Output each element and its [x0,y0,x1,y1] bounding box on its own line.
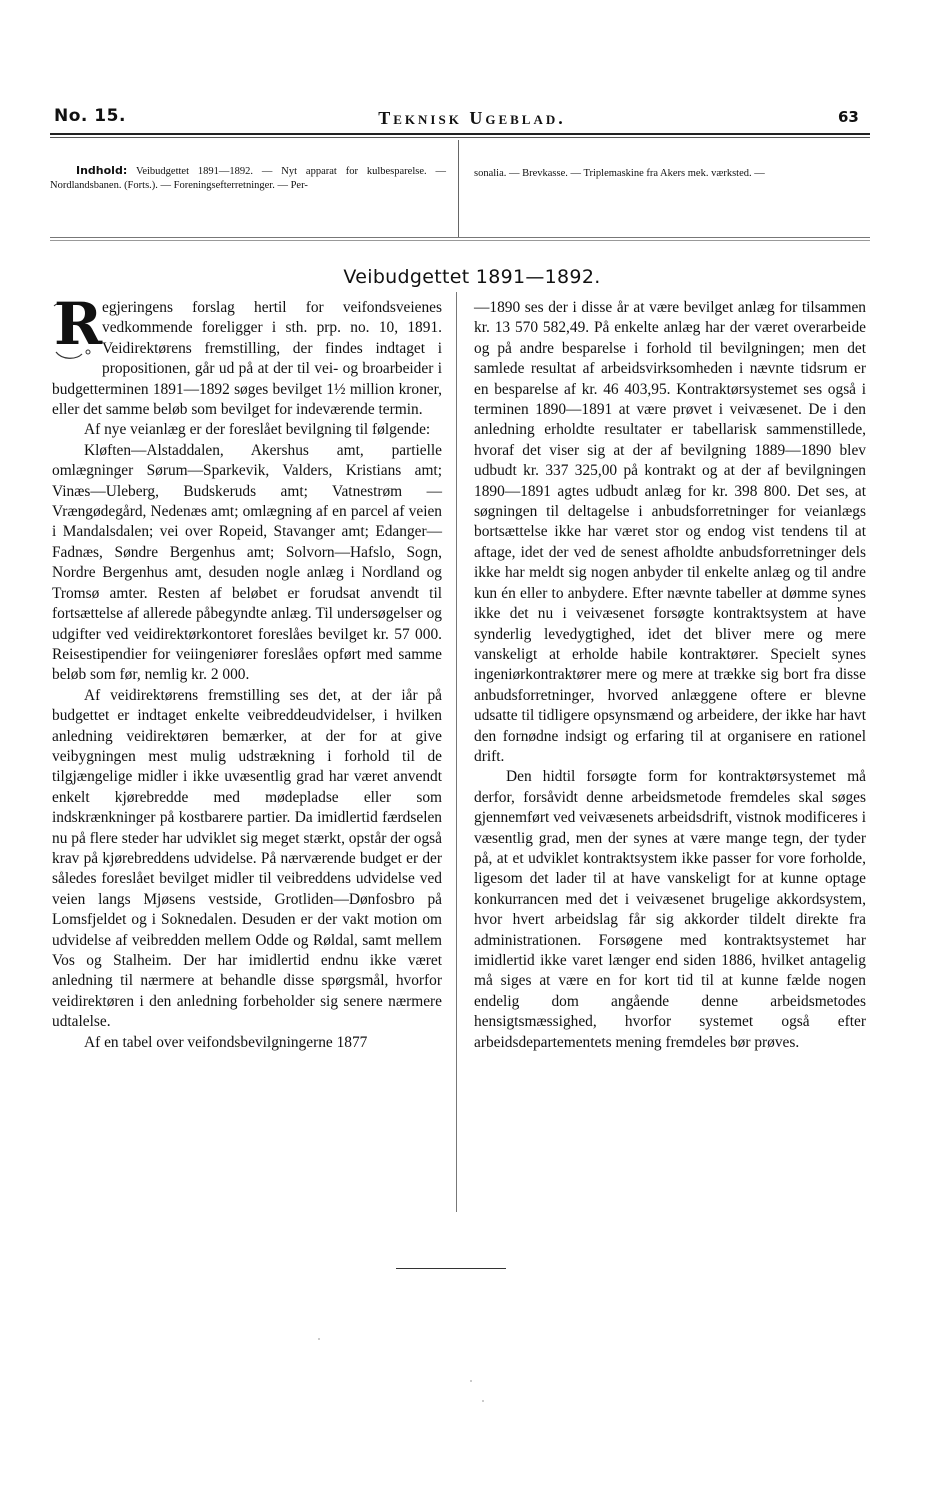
paragraph: —1890 ses der i disse år at være bevilget anlæg for tilsammen kr. 13 570 582,49. På enkelte anlæg har der været overarbeide og på andre besparelse i forhold til bevilgningen; men det samlede resultat af arbeidsvirksomheden i nævnte tidsrum er en besparelse af kr. 46 403,95. Kontraktørsystemet ses også i terminen 1890—1891 at være prøvet i veivæsenet. De i den anledning erholdte resultater er tabellarisk sammenstillede, hvoraf det viser sig at der af bevilgning 1889—1890 blev udbudt kr. 337 325,00 på kontrakt og at der af bevilgningen 1890—1891 agtes udbudt anlæg for kr. 398 800. Det ses, at søgningen til deltagelse i anbudsforretninger for veianlægs bortsættelse ikke har været stor og endog vist tendens til at aftage, idet der ved de senest afholdte anbudsforretninger dels ikke har meldt sig nogen anbyder til enkelte anlæg og til andre kun én eller to anbydere. Efter nævnte tabeller at dømme synes ikke det nu i veivæsenet forsøgte kontraktsystem at have synderlig levedygtighed, idet det bliver mere og mere vanskeligt at erholde habile kontraktører. Specielt synes ingeniørkontraktører mere og mere at trække sig bort fra disse anbudsforretninger, hvorved anlæggene oftere er blevne udsatte til tidligere opsynsmænd og arbeidere, der ikke har havt den fornødne indsigt og erfaring til at organisere en rationel drift. [474,299,866,765]
header-rule-thin [50,137,870,138]
article-end-rule [396,1268,506,1269]
paper-speck [318,1338,320,1340]
journal-title: Teknisk Ugeblad. [378,108,566,128]
paragraph: Af veidirektørens fremstilling ses det, at der iår på budgettet er indtaget enkelte veibreddeudvidelser, i hvilken anledning veidirektøren bemærker, at der for at give veibygningen mest mulig udstrækning i forhold til de tilgjængelige midler i ikke uvæsentlig grad har været anvendt enkelt kjørebredde med mødepladse eller som indskrænkninger på kostbarere partier. Da imidlertid færdselen nu på flere steder har udviklet sig meget stærkt, opstår der også krav på kjørebreddens udvidelse. På nærværende budget er der således foreslået bevilget midler til veibreddens udvidelse ved veien langs Mjøsens vestside, Grotliden—Dønfosbro på Lomsfjeldet og i Soknedalen. Desuden er der vakt motion om udvidelse af veibredden mellem Odde og Røldal, samt mellem Vos og Stalheim. Der har imidlertid endnu ikke været anledning til nærmere at behandle disse spørgsmål, hvorfor veidirektøren i den anledning forbeholder sig senere nærmere udtalelse. [52,686,442,1031]
article-title: Veibudgettet 1891—1892. [343,266,601,288]
paragraph: Af nye veianlæg er der foreslået bevilgning til følgende: [84,421,431,439]
contents-right-text: sonalia. — Brevkasse. — Triplemaskine fra Akers mek. værksted. — [474,168,765,179]
paper-speck [482,1400,484,1402]
dropcap-letter: R [54,290,103,358]
paragraph: Af en tabel over veifondsbevilgningerne 1877 [84,1033,368,1051]
article-left-column [52,290,442,1053]
paragraph: egjeringens forslag hertil for veifondsveienes vedkommende foreligger i sth. prp. no. 10, 1891. Veidirektørens fremstilling, der findes indtaget i propositionen, går ud på at der til vei- og broarbeider i budgetterminen 1891—1892 søges bevilget 1½ million kroner, eller det samme beløb som bevilget for indeværende termin. [52,299,442,419]
contents-left [50,164,446,193]
column-divider [456,292,457,1212]
header-rule-thick [50,133,870,135]
paper-speck [470,1380,472,1382]
contents-divider [458,140,459,238]
contents-rule-2 [50,240,870,241]
issue-number: No. 15. [54,106,126,126]
page-number: 63 [838,108,859,126]
dropcap [52,290,103,362]
contents-left-text: Veibudgettet 1891—1892. — Nyt apparat for kulbesparelse. — Nordlandsbanen. (Forts.). — Foreningsefterretninger. — Per- [50,166,446,191]
paragraph: Den hidtil forsøgte form for kontraktørsystemet må derfor, forsåvidt denne arbeidsmetode fremdeles skal søges gjennemført ved veivæsenets arbeidsdrift, vistnok modificeres i væsentlig grad, men der synes at være mange tegn, der tyder på, at et udviklet kontraktsystem ikke passer for vore forholde, ligesom det lader til at have vanskeligt for at kunne optage konkurrancen med det i veivæsenet brugelige akkordsystem, hvor hvert arbeidslag får sig akkorder tildelt direkte fra administrationen. Forsøgene med kontraktsystemet har imidlertid ikke varet længer end siden 1886, hvilket antagelig må siges at være en for kort tid til at kunne fælde nogen endelig dom angående denne arbeidsmetodes hensigtsmæssighed, hvorfor systemet også efter arbeidsdepartementets mening fremdeles bør prøves. [474,768,866,1051]
article-right-column [474,298,866,1053]
paragraph: Kløften—Alstaddalen, Akershus amt, partielle omlægninger Sørum—Sparkevik, Valders, Kristians amt; Vinæs—Uleberg, Budskeruds amt; Vatnestrøm —Vrængødegård, Nedenæs amt; omlægning af en parcel af veien i Mandalsdalen; vei over Ropeid, Stavanger amt; Edanger—Fadnæs, Søndre Bergenhus amt; Solvorn—Hafslo, Sogn, Nordre Bergenhus amt, desuden nogle anlæg i Nordland og Tromsø amter. Resten af beløbet er forudsat anvendt til fortsættelse af allerede påbegyndte anlæg. Til undersøgelser og udgifter ved veidirektørkontoret foreslåes bevilget kr. 57 000. Reisestipendier for veiingeniører foreslåes opført med samme beløb som før, nemlig kr. 2 000. [52,441,442,684]
contents-rule-1 [50,237,870,238]
contents-label: Indhold: [76,164,128,177]
